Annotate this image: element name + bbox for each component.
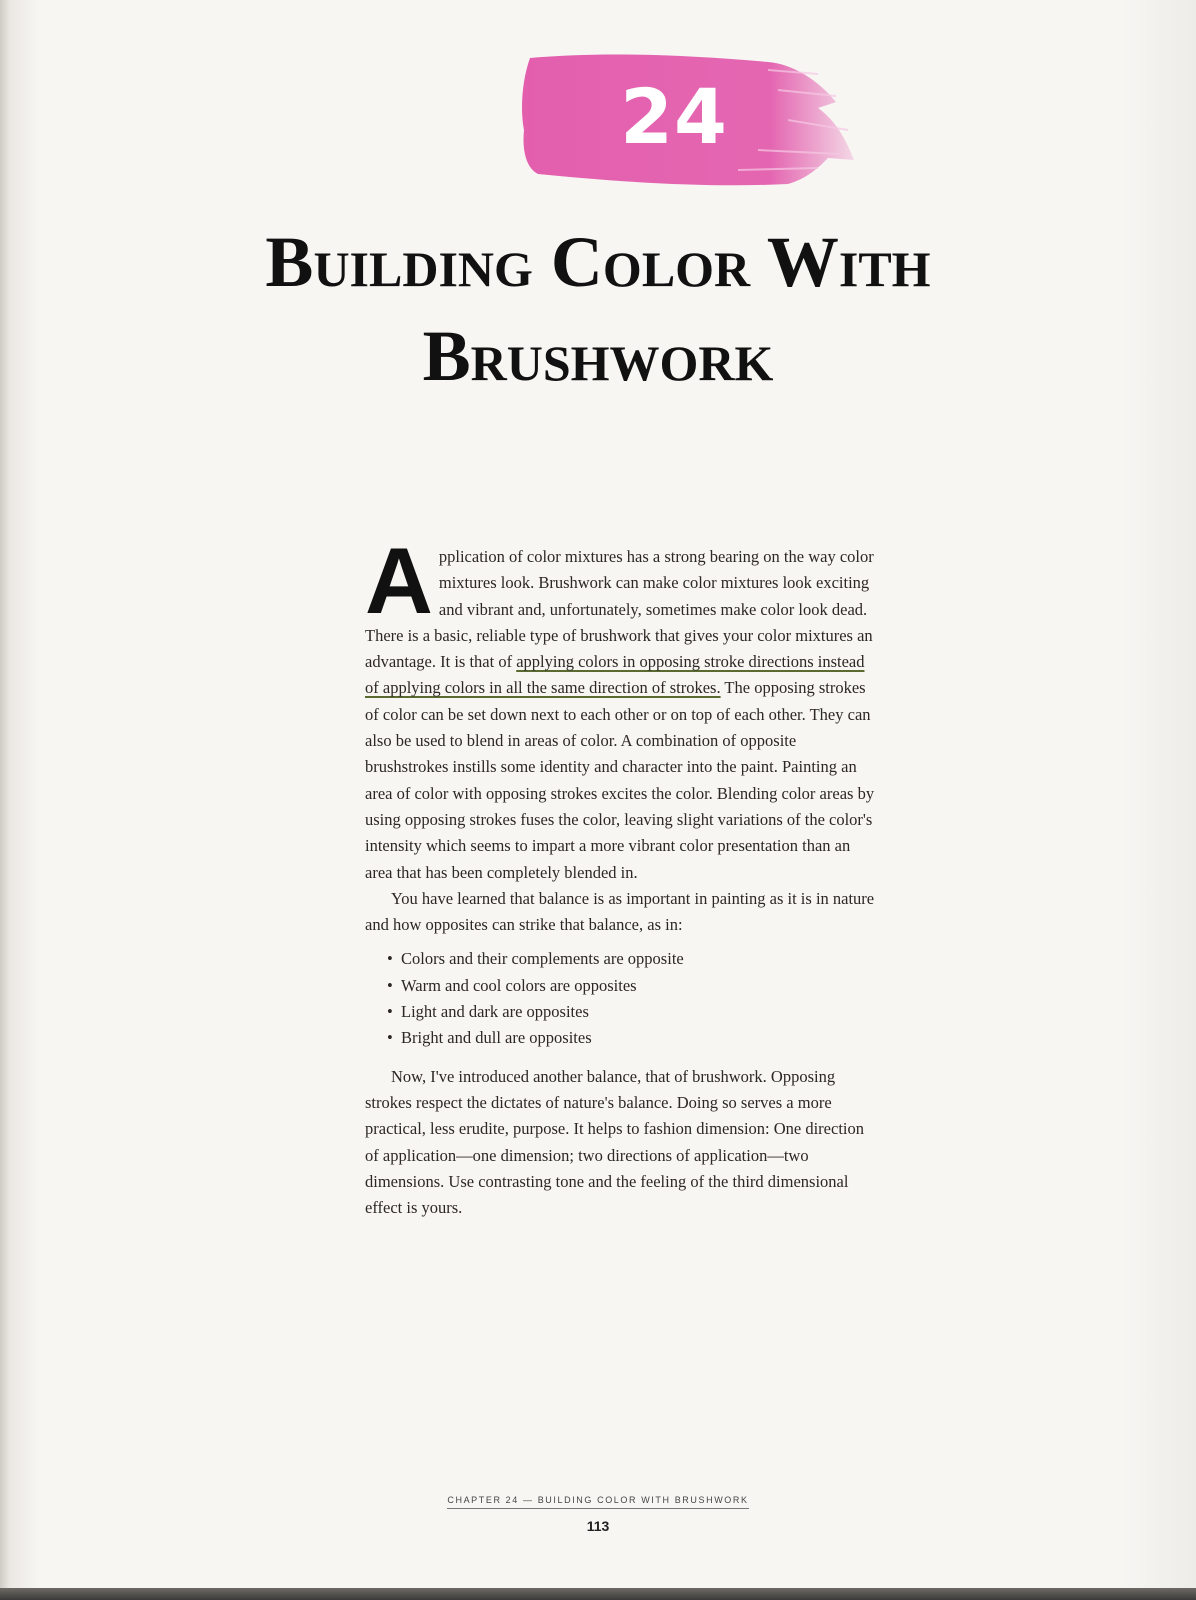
paragraph-1-start: pplication of color mixtures has a strong bearing on the way color mixtures look. Brushwork can make color mixtures look exciting and vibrant and, unfortunately, sometimes make color look dead. There is a basic, reliable type of brushwork that gives your color mixtures an advantage. It is that of [365,547,874,672]
chapter-title-line-1: Building Color With [265,222,931,302]
bullet-list [365,946,875,1051]
running-footer [0,1495,1196,1505]
paragraph-1 [365,528,875,886]
paragraph-3: Now, I've introduced another balance, that of brushwork. Opposing strokes respect the dictates of nature's balance. Doing so serves a more practical, less erudite, purpose. It helps to fashion dimension: One direction of application—one dimension; two directions of application—two dimensions. Use contrasting tone and the feeling of the third dimensional effect is yours. [365,1066,864,1218]
paragraph-2: You have learned that balance is as important in painting as it is in nature and how opposites can strike that balance, as in: [365,888,875,935]
page-number: 113 [586,1518,610,1534]
list-item: • Bright and dull are opposites [387,1025,875,1051]
paragraph-1-end: The opposing strokes of color can be set down next to each other or on top of each other. They can also be used to blend in areas of color. A combination of opposite brushstrokes instills some identity and character into the paint. Painting an area of color with opposing strokes excites the color. Blending color areas by using opposing strokes fuses the color, leaving slight variations of the color's intensity which seems to impart a more vibrant color presentation than an area that has been completely blended in. [365,678,875,882]
list-item: • Light and dark are opposites [387,999,875,1025]
chapter-title-line-2: Brushwork [422,316,774,396]
list-item: • Colors and their complements are opposite [387,946,875,972]
list-item: • Warm and cool colors are opposites [387,973,875,999]
running-footer-text: CHAPTER 24 — BUILDING COLOR WITH BRUSHWORK [447,1495,748,1509]
body-text [365,528,875,1221]
chapter-number: 24 [620,72,728,161]
handwritten-underline-text: applying colors in opposing stroke directions instead of applying colors in all the same direction of strokes. [365,652,865,698]
drop-cap: A [365,528,433,633]
scan-edge [0,1588,1196,1600]
chapter-badge [518,50,858,190]
chapter-title [60,215,1136,403]
